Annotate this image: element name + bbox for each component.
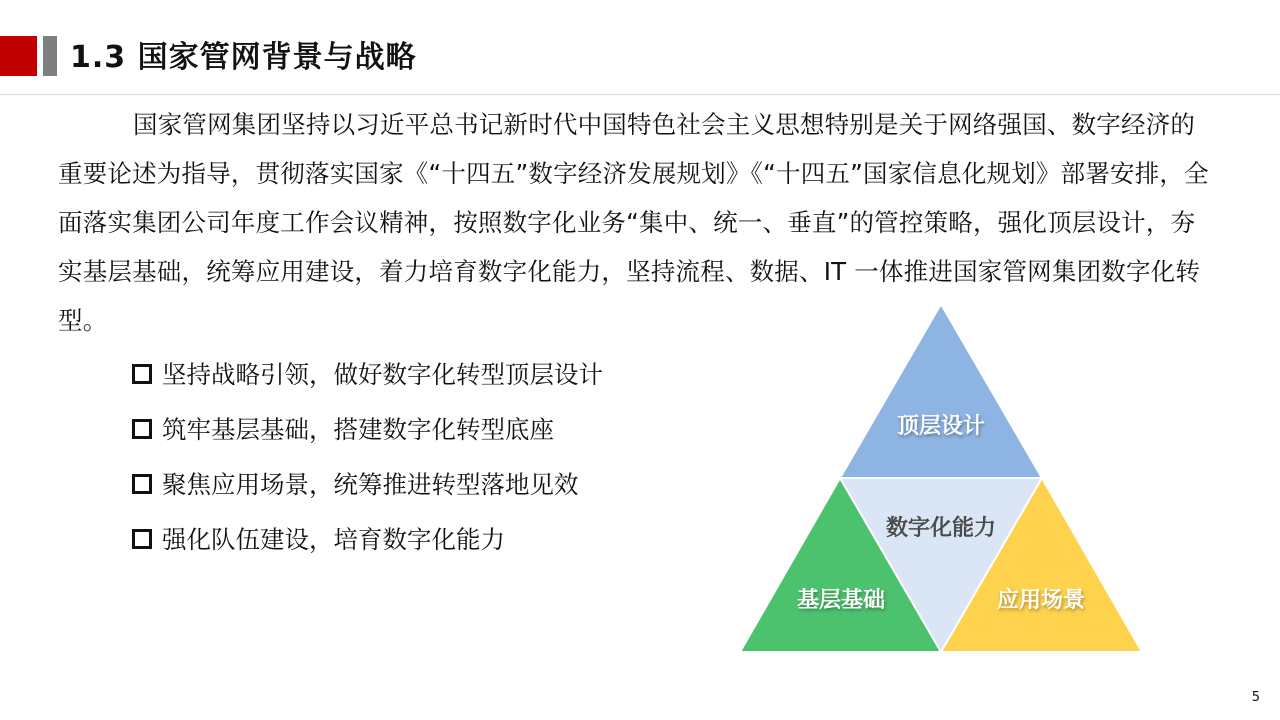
bullet-item [132,401,603,456]
bullet-item [132,511,603,566]
page-title: 1.3 国家管网背景与战略 [70,40,417,75]
bullet-text: 聚焦应用场景，统筹推进转型落地见效 [162,470,579,499]
pyramid-right-label: 应用场景 [996,588,1086,613]
bullet-text: 强化队伍建设，培育数字化能力 [162,525,505,554]
bullet-list [132,346,603,566]
pyramid-center-label: 数字化能力 [885,516,997,541]
bullet-text: 坚持战略引领，做好数字化转型顶层设计 [162,360,603,389]
bullet-text: 筑牢基层基础，搭建数字化转型底座 [162,415,554,444]
square-bullet-icon [132,364,152,384]
strategy-pyramid-diagram [736,300,1146,655]
square-bullet-icon [132,419,152,439]
square-bullet-icon [132,529,152,549]
pyramid-left-label: 基层基础 [796,588,886,613]
header-accent-bar [0,36,37,76]
pyramid-top-label: 顶层设计 [896,414,986,439]
header-divider-bar [43,36,57,76]
page-number: 5 [1251,690,1260,705]
header-rule [0,94,1280,95]
pyramid-top-triangle [840,304,1042,478]
square-bullet-icon [132,474,152,494]
body-paragraph: 国家管网集团坚持以习近平总书记新时代中国特色社会主义思想特别是关于网络强国、数字经济的重要论述为指导，贯彻落实国家《“十四五”数字经济发展规划》《“十四五”国家信息化规划》部署安排，全面落实集团公司年度工作会议精神，按照数字化业务“集中、统一、垂直”的管控策略，强化顶层设计，夯实基层基础，统筹应用建设，着力培育数字化能力，坚持流程、数据、IT 一体推进国家管网集团数字化转型。 [58,110,1209,335]
bullet-item [132,456,603,511]
bullet-item [132,346,603,401]
